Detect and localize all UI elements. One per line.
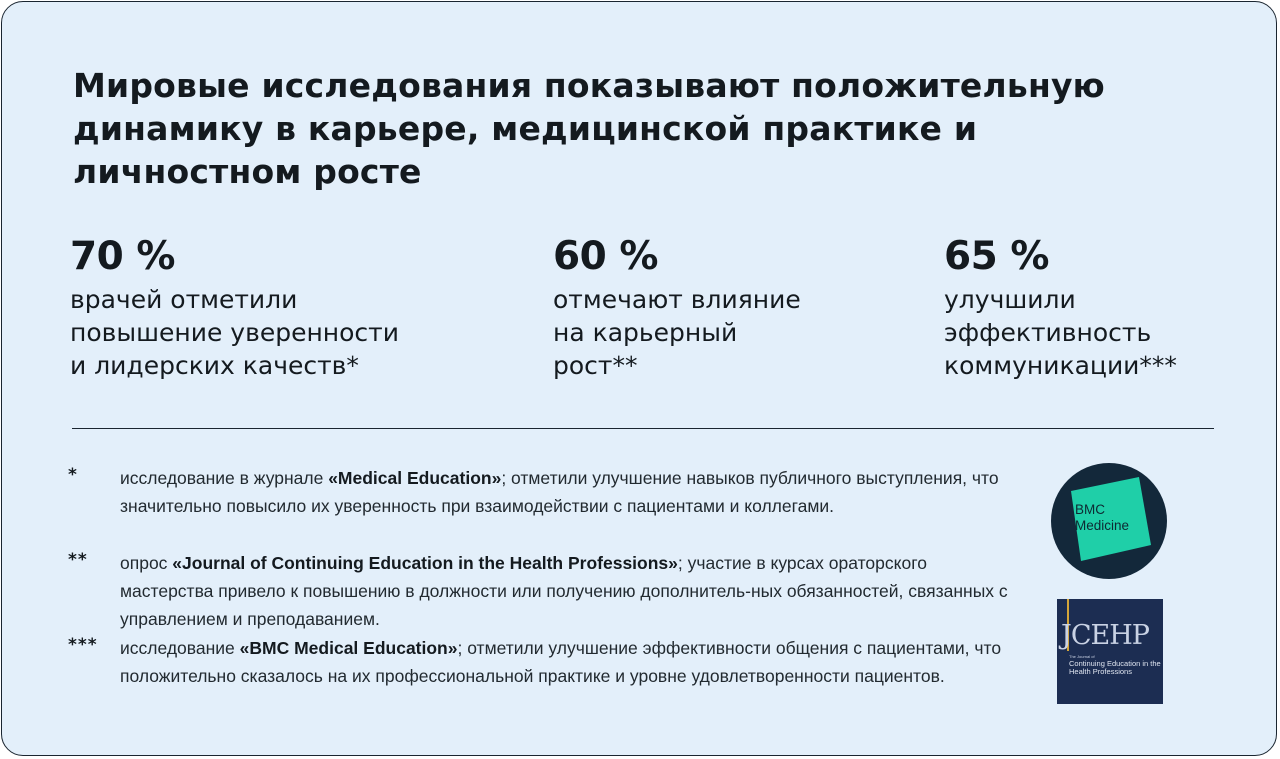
stat-block-3 xyxy=(944,234,1177,382)
bmc-medicine-logo xyxy=(1051,463,1167,579)
jcehp-logo xyxy=(1057,599,1163,704)
footnote-mark: ** xyxy=(68,550,88,570)
jcehp-logo-title: JCEHP xyxy=(1061,620,1149,651)
jcehp-logo-small: The Journal of xyxy=(1069,654,1095,659)
footnote-rest: ; участие в курсах ораторского мастерства привело к повышению в должности или получению дополнитель-ных обязанностей, связанных с управлением и преподаванием. xyxy=(120,553,1008,629)
footnote-source: «Journal of Continuing Education in the Health Professions» xyxy=(172,553,678,573)
footnote-source: «Medical Education» xyxy=(328,468,502,488)
footnote-text xyxy=(120,464,1020,520)
bmc-logo-text: BMC Medicine xyxy=(1075,502,1130,533)
stat-description: отмечают влияние на карьерный рост** xyxy=(553,285,801,380)
footnote-rest: ; отметили улучшение эффективности общения с пациентами, что положительно сказалось на их профессиональной практике и уровне удовлетворенности пациентов. xyxy=(120,638,1002,686)
stat-value: 70 % xyxy=(70,234,175,279)
footnote-lead: исследование в журнале xyxy=(120,468,329,488)
footnote-text xyxy=(120,634,1020,690)
stat-value: 65 % xyxy=(944,234,1049,279)
page-title: Мировые исследования показывают положительную динамику в карьере, медицинской практике и личностном росте xyxy=(73,66,1105,191)
stat-description: врачей отметили повышение уверенности и лидерских качеств* xyxy=(70,285,399,380)
footnote-lead: исследование xyxy=(120,638,240,658)
footnote-source: «BMC Medical Education» xyxy=(239,638,458,658)
footnote-mark: *** xyxy=(68,635,98,655)
jcehp-logo-subtitle: Continuing Education in the Health Professions xyxy=(1069,659,1161,676)
footnote-rest: ; отметили улучшение навыков публичного выступления, что значительно повысило их уверенность при взаимодействии с пациентами и коллегами. xyxy=(120,468,999,516)
footnote-text xyxy=(120,549,1020,633)
stat-block-2 xyxy=(553,234,801,382)
divider xyxy=(72,428,1214,429)
stat-block-1 xyxy=(70,234,399,382)
footnote-lead: опрос xyxy=(120,553,173,573)
stat-value: 60 % xyxy=(553,234,658,279)
stat-description: улучшили эффективность коммуникации*** xyxy=(944,285,1177,380)
info-card xyxy=(1,1,1277,756)
footnote-mark: * xyxy=(68,465,78,485)
